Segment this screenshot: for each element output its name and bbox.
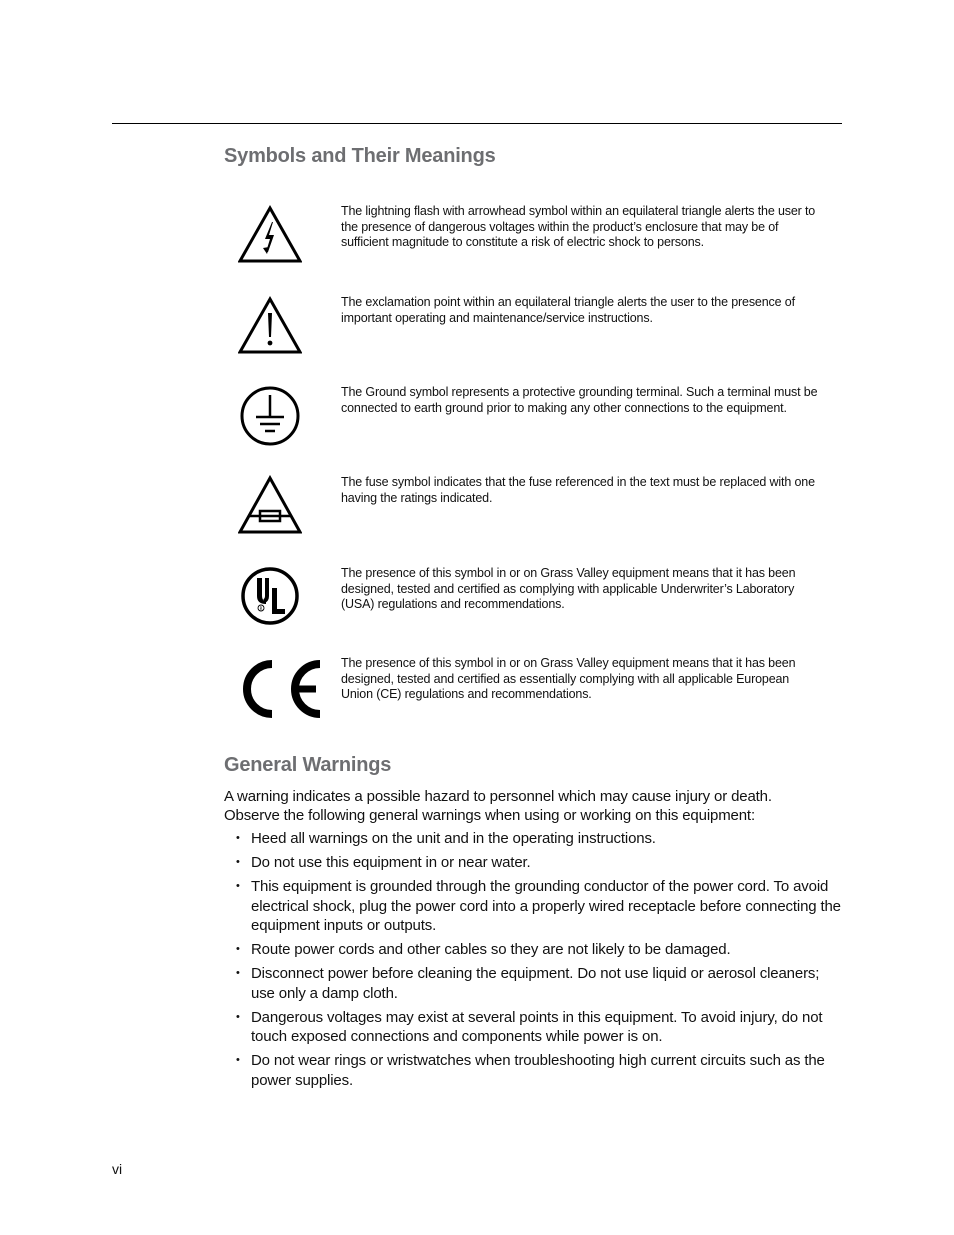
warning-item: • Route power cords and other cables so they are not likely to be damaged. [236,940,842,960]
symbol-description: The presence of this symbol in or on Grass Valley equipment means that it has been designed, tested and certified as complying with applicable Underwriter’s Laboratory (USA) regulations and recommendations. [341,566,796,611]
warning-item: • Disconnect power before cleaning the equipment. Do not use liquid or aerosol cleaners; use only a damp cloth. [236,964,842,1003]
symbol-description: The lightning flash with arrowhead symbol within an equilateral triangle alerts the user to the presence of dangerous voltages within the product’s enclosure that may be of sufficient magnitude to constitute a risk of electric shock to persons. [341,204,816,249]
warning-item: • Do not wear rings or wristwatches when troubleshooting high current circuits such as the power supplies. [236,1051,842,1090]
warnings-intro: A warning indicates a possible hazard to personnel which may cause injury or death. Observe the following general warnings when using or working on this equipment: [224,788,772,824]
warning-item: • This equipment is grounded through the grounding conductor of the power cord. To avoid electrical shock, plug the power cord into a properly wired receptacle before connecting the equipment inputs or outputs. [236,877,842,936]
ul-logo-icon [238,566,298,630]
svg-text:R: R [259,606,263,611]
ground-icon [238,385,298,449]
warning-item: • Do not use this equipment in or near water. [236,853,842,873]
header-rule [112,123,842,124]
warnings-heading: General Warnings [224,754,392,776]
symbol-description: The presence of this symbol in or on Grass Valley equipment means that it has been designed, tested and certified as essentially complying with all applicable European Union (CE) regulations and recommendations. [341,656,796,701]
symbol-description: The fuse symbol indicates that the fuse referenced in the text must be replaced with one having the ratings indicated. [341,475,815,505]
warning-item: • Heed all warnings on the unit and in the operating instructions. [236,829,842,849]
symbol-description: The exclamation point within an equilateral triangle alerts the user to the presence of important operating and maintenance/service instructions. [341,295,795,325]
warnings-list [236,829,842,1095]
fuse-triangle-icon [238,475,298,539]
page-number: vi [112,1161,123,1177]
warning-item: • Dangerous voltages may exist at several points in this equipment. To avoid injury, do not touch exposed connections and components while power is on. [236,1008,842,1047]
symbol-description: The Ground symbol represents a protective grounding terminal. Such a terminal must be connected to earth ground prior to making any other connections to the equipment. [341,385,818,415]
symbols-heading: Symbols and Their Meanings [224,145,496,167]
ce-mark-icon [238,658,324,722]
lightning-triangle-icon [238,204,298,268]
exclamation-triangle-icon [238,295,298,359]
